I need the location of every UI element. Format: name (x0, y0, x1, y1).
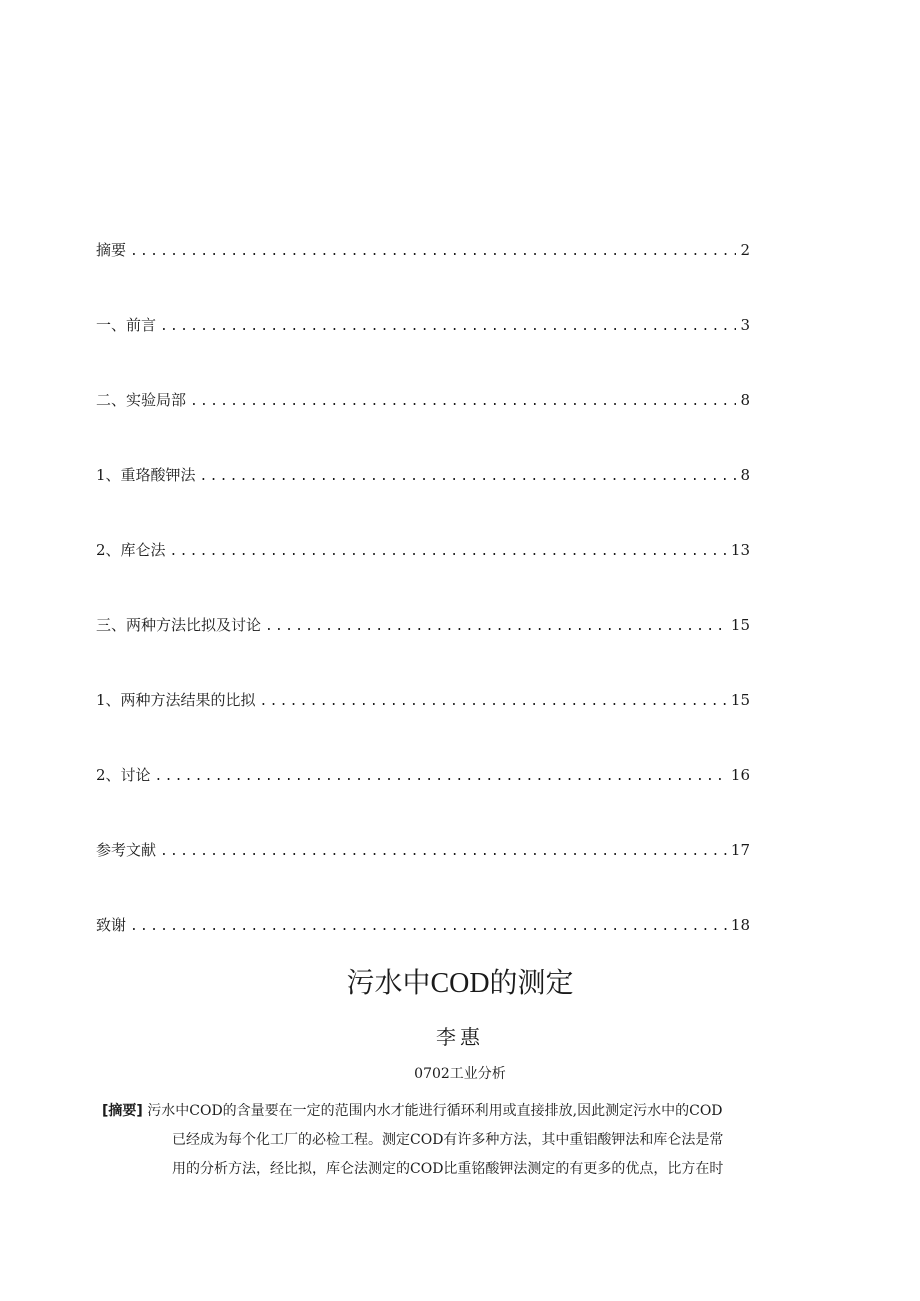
table-of-contents (96, 236, 750, 986)
toc-leader-dots (160, 838, 727, 866)
toc-entry-page: 18 (730, 916, 750, 934)
toc-entry[interactable] (96, 311, 750, 386)
toc-entry-label: 1、重珞酸钾法 (96, 466, 196, 484)
toc-entry-page: 2 (740, 241, 750, 259)
toc-entry-page: 3 (740, 316, 750, 334)
toc-entry-label: 1、两种方法结果的比拟 (96, 691, 256, 709)
toc-entry-label: 2、讨论 (96, 766, 151, 784)
toc-entry-page: 17 (730, 841, 750, 859)
abstract-text: 污水中COD的含量要在一定的范围内水才能进行循环利用或直接排放,因此测定污水中的COD (147, 1103, 723, 1119)
abstract-text: 已经成为每个化工厂的必检工程。测定COD有许多种方法，其中重铝酸钾法和库仑法是常 (172, 1132, 724, 1148)
toc-entry[interactable] (96, 236, 750, 311)
toc-entry-label: 参考文献 (96, 841, 157, 859)
abstract-label: [摘要] (102, 1103, 143, 1119)
toc-entry[interactable] (96, 386, 750, 461)
toc-leader-dots (130, 238, 736, 266)
toc-entry[interactable] (96, 461, 750, 536)
toc-leader-dots (265, 613, 727, 641)
abstract (102, 1097, 830, 1184)
toc-entry-page: 8 (740, 466, 750, 484)
toc-entry[interactable] (96, 536, 750, 611)
toc-leader-dots (260, 688, 727, 716)
abstract-line (102, 1155, 830, 1184)
toc-leader-dots (170, 538, 727, 566)
toc-leader-dots (200, 463, 737, 491)
toc-entry-label: 一、前言 (96, 316, 157, 334)
toc-entry[interactable] (96, 611, 750, 686)
toc-entry[interactable] (96, 686, 750, 761)
abstract-line (102, 1126, 830, 1155)
toc-entry-label: 2、库仑法 (96, 541, 166, 559)
toc-leader-dots (190, 388, 736, 416)
toc-leader-dots (160, 313, 736, 341)
toc-entry[interactable] (96, 761, 750, 836)
toc-leader-dots (130, 913, 727, 941)
toc-entry-page: 13 (730, 541, 750, 559)
toc-entry[interactable] (96, 836, 750, 911)
abstract-line (102, 1097, 830, 1126)
toc-entry-page: 16 (730, 766, 750, 784)
paper-title: 污水中COD的测定 (346, 968, 574, 999)
toc-entry-label: 摘要 (96, 241, 127, 259)
paper-author: 李惠 (436, 1025, 484, 1049)
abstract-text: 用的分析方法，经比拟，库仑法测定的COD比重铭酸钾法测定的有更多的优点，比方在时 (172, 1161, 724, 1177)
toc-leader-dots (155, 763, 727, 791)
toc-entry-label: 二、实验局部 (96, 391, 187, 409)
toc-entry-page: 15 (730, 616, 750, 634)
toc-entry-label: 三、两种方法比拟及讨论 (96, 616, 262, 634)
toc-entry-label: 致谢 (96, 916, 127, 934)
toc-entry-page: 15 (730, 691, 750, 709)
toc-entry-page: 8 (740, 391, 750, 409)
paper-department: 0702工业分析 (414, 1066, 506, 1082)
